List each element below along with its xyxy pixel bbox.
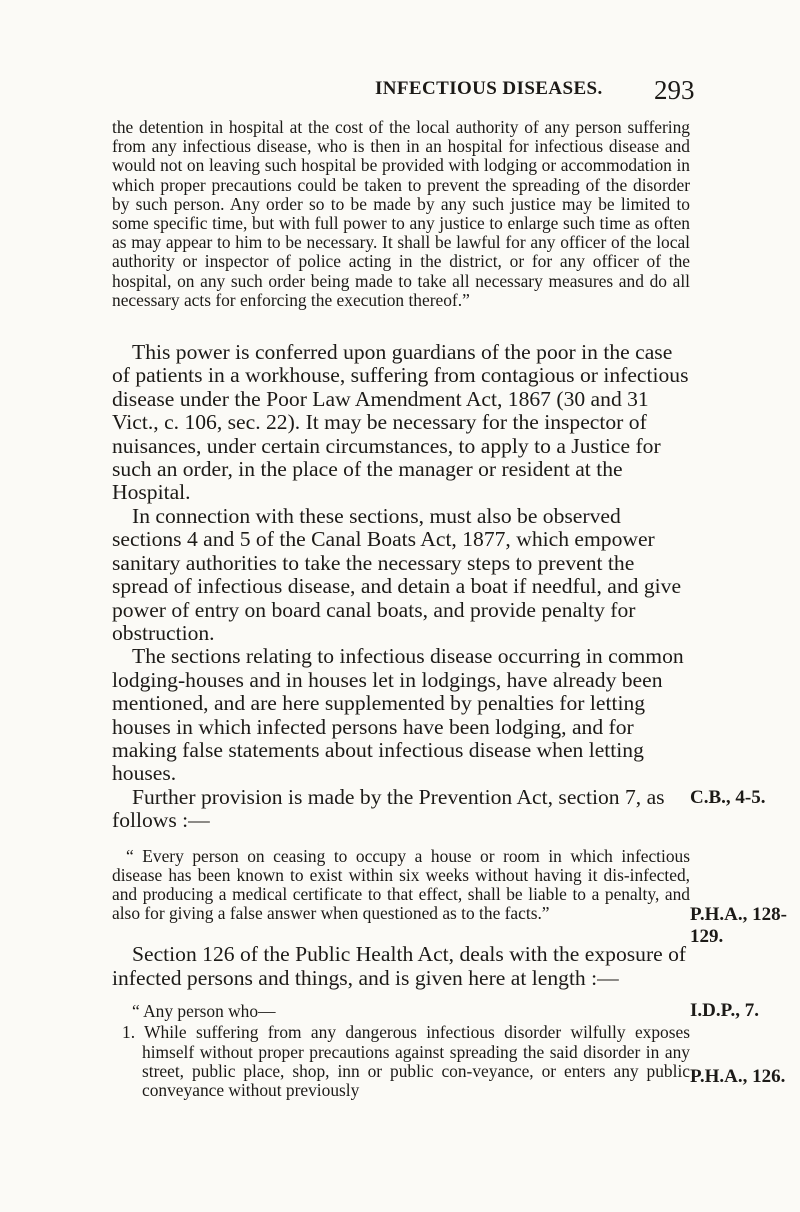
quote-intro: “ Any person who— — [132, 1001, 276, 1022]
quote-prevention-act: “ Every person on ceasing to occupy a house or room in which infectious disease has been known to exist within six weeks without having it dis-infected, and producing a medical certificate to that effect, shall be liable to a penalty, and also for giving a false answer when questioned as to the facts.” — [112, 845, 690, 924]
page-number: 293 — [654, 75, 695, 105]
paragraph-canal-boats: In connection with these sections, must also be observed sections 4 and 5 of the Canal Boats Act, 1877, which empower sanitary authorities to take the necessary steps to prevent the spread of infectious disease, and detain a boat if needful, and give power of entry on board canal boats, and provide penalty for obstruction. — [112, 503, 682, 645]
paragraph-guardians: This power is conferred upon guardians of the poor in the case of patients in a workhouse, suffering from contagious or infectious disease under the Poor Law Amendment Act, 1867 (30 and 31 Vict., c. 106, sec. 22). It may be necessary for the inspector of nuisances, under certain circumstances, to apply to a Justice for such an order, in the place of the manager or resident at the Hospital. — [112, 340, 689, 505]
paragraph-prevention-act: Further provision is made by the Prevention Act, section 7, as follows :— — [112, 784, 665, 833]
margin-note-idp: I.D.P., 7. — [690, 1000, 759, 1021]
running-head — [0, 75, 800, 108]
page-body — [112, 118, 690, 1100]
margin-note-canal-boats: C.B., 4-5. — [690, 787, 766, 808]
running-title: INFECTIOUS DISEASES. — [375, 78, 603, 99]
paragraph-lodging-houses: The sections relating to infectious disease occurring in common lodging-houses and in houses let in lodgings, have already been mentioned, and are here supplemented by penalties for letting houses in which infected persons have been lodging, and for making false statements about infectious disease when letting houses. — [112, 644, 684, 786]
paragraph-continuation: the detention in hospital at the cost of the local authority of any person suffering from any infectious disease, who is then in an hospital for infectious disease and would not on leaving such hospital be provided with lodging or accommodation in which proper precautions could be taken to prevent the spreading of the disorder by such person. Any order so to be made by any such justice may be limited to some specific time, but with full power to any justice to enlarge such time as often as may appear to him to be necessary. It shall be lawful for any officer of the local authority or inspector of police acting in the district, or for any officer of the hospital, on any such order being made to take all necessary measures and do all necessary acts for enforcing the execution thereof.” — [112, 117, 690, 310]
margin-note-pha-128: P.H.A., 128-129. — [690, 904, 787, 947]
margin-note-pha-126: P.H.A., 126. — [690, 1066, 786, 1087]
list-item: 1. While suffering from any dangerous infectious disorder wilfully exposes himself without proper precautions against spreading the said disorder in any street, public place, shop, inn or public con-veyance, or enters any public conveyance without previously — [122, 1022, 690, 1100]
paragraph-public-health-act: Section 126 of the Public Health Act, deals with the exposure of infected persons and things, and is given here at length :— — [112, 942, 687, 990]
